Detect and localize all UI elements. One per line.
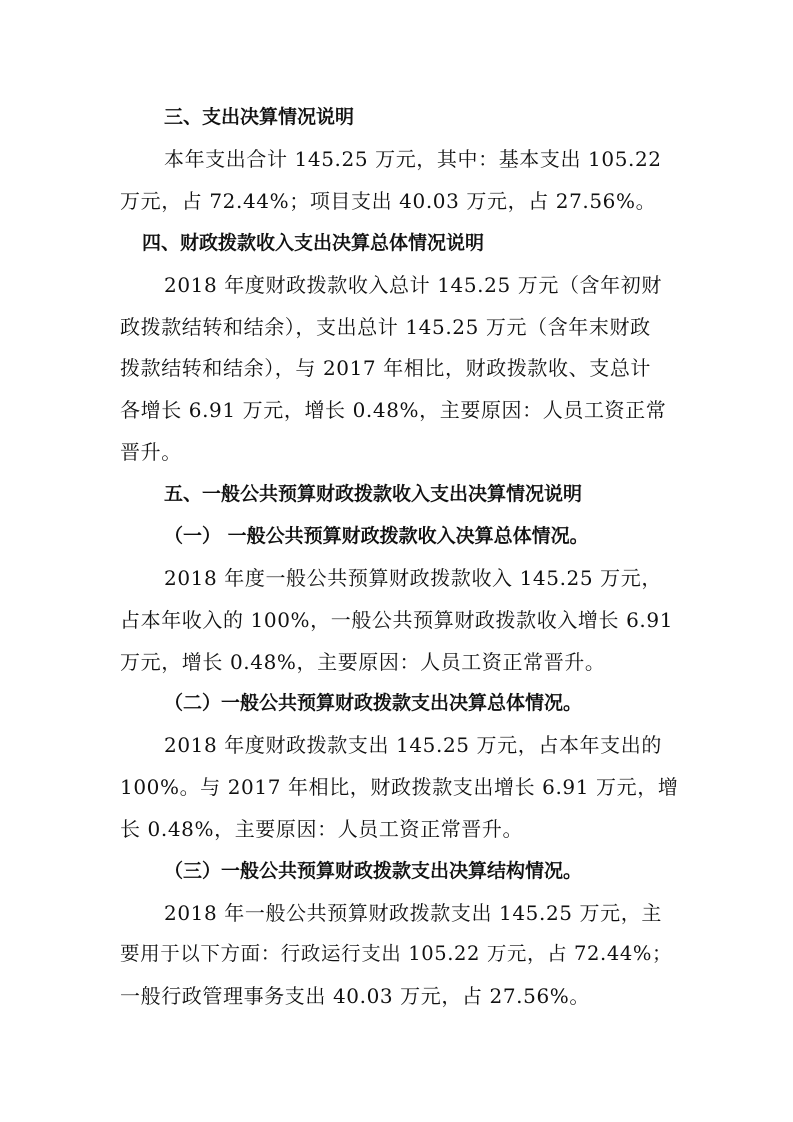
paragraph-line: 2018 年度财政拨款收入总计 145.25 万元（含年初财: [164, 273, 662, 297]
paragraph-line: 2018 年度财政拨款支出 145.25 万元，占本年支出的: [164, 733, 662, 757]
paragraph-line: 万元，占 72.44%；项目支出 40.03 万元，占 27.56%。: [120, 189, 657, 213]
section-heading-general-budget: 五、一般公共预算财政拨款收入支出决算情况说明: [164, 483, 583, 505]
paragraph-line: 2018 年度一般公共预算财政拨款收入 145.25 万元，: [164, 566, 662, 590]
paragraph-line: 要用于以下方面：行政运行支出 105.22 万元，占 72.44%；: [120, 942, 673, 965]
subsection-heading-expenditure-overall: （二）一般公共预算财政拨款支出决算总体情况。: [164, 692, 583, 714]
paragraph-line: 晋升。: [120, 440, 182, 464]
paragraph-line: 拨款结转和结余），与 2017 年相比，财政拨款收、支总计: [120, 356, 652, 380]
paragraph-line: 本年支出合计 145.25 万元，其中：基本支出 105.22: [164, 147, 662, 171]
paragraph-line: 政拨款结转和结余），支出总计 145.25 万元（含年末财政: [120, 315, 651, 339]
paragraph-line: 占本年收入的 100%，一般公共预算财政拨款收入增长 6.91: [120, 608, 674, 632]
subsection-heading-income: （一） 一般公共预算财政拨款收入决算总体情况。: [164, 525, 589, 547]
paragraph-line: 长 0.48%，主要原因：人员工资正常晋升。: [120, 817, 524, 841]
paragraph-line: 一般行政管理事务支出 40.03 万元，占 27.56%。: [120, 984, 590, 1008]
subsection-heading-expenditure-structure: （三）一般公共预算财政拨款支出决算结构情况。: [164, 860, 583, 882]
paragraph-line: 各增长 6.91 万元，增长 0.48%，主要原因：人员工资正常: [120, 398, 667, 422]
section-heading-expenditure: 三、支出决算情况说明: [164, 106, 355, 128]
paragraph-line: 2018 年一般公共预算财政拨款支出 145.25 万元，主: [164, 901, 662, 925]
section-heading-fiscal-overall: 四、财政拨款收入支出决算总体情况说明: [142, 232, 485, 254]
paragraph-line: 100%。与 2017 年相比，财政拨款支出增长 6.91 万元，增: [120, 775, 679, 799]
paragraph-line: 万元，增长 0.48%，主要原因：人员工资正常晋升。: [120, 650, 606, 674]
